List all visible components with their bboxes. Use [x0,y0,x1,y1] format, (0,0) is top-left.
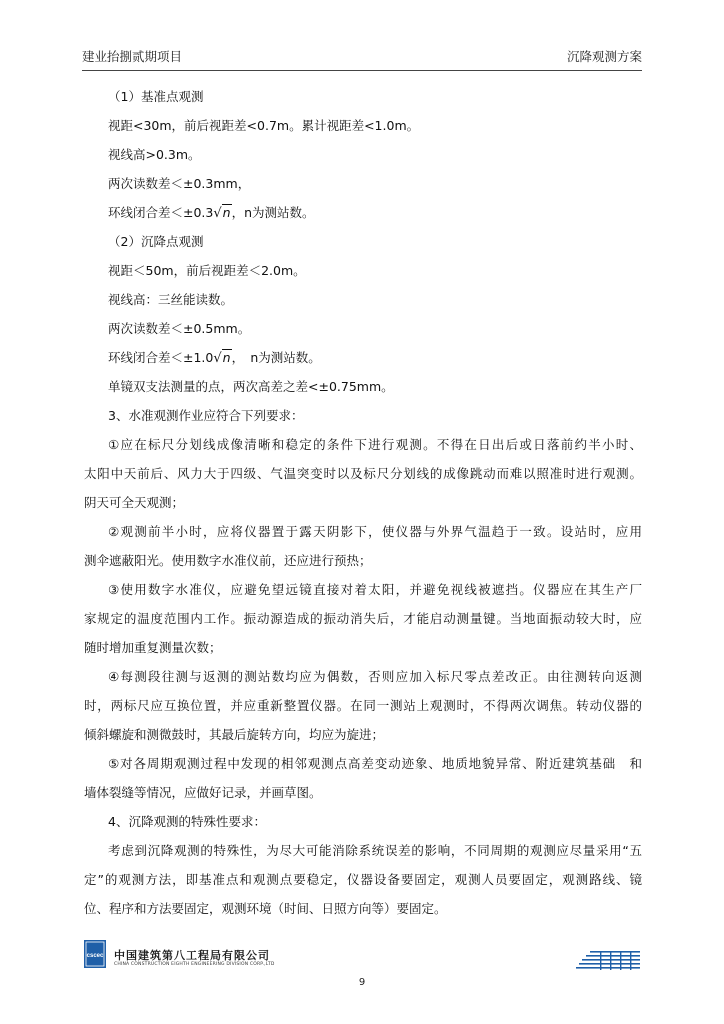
sqrt-symbol: √n [213,205,231,221]
sqrt-operand: n [222,350,231,365]
subheading-settlement: （2）沉降点观测 [108,234,204,249]
header-project-title: 建业抬捌贰期项目 [82,49,183,64]
paragraph-line: 考虑到沉降观测的特殊性，为尽大可能消除系统误差的影响，不同周期的观测应尽量采用“五 [108,843,642,858]
paragraph-line: ④每测段往测与返测的测站数均应为偶数，否则应加入标尺零点差改正。由往测转向返测 [108,669,642,684]
section-heading-3: 3、水准观测作业应符合下列要求： [108,408,304,423]
text-line: 两次读数差＜±0.5mm。 [108,321,251,336]
header-document-title: 沉降观测方案 [566,49,642,64]
text-span: ， n为测站数。 [231,350,321,365]
logo-text: cscec [86,953,104,959]
text-span: ，n为测站数。 [231,205,315,220]
company-name-en: CHINA CONSTRUCTION EIGHTH ENGINEERING DIVISION CORP.,LTD [114,962,275,967]
sqrt-symbol: √n [213,350,231,366]
text-span: 环线闭合差＜±1.0 [108,350,214,365]
text-line-formula [108,349,321,368]
text-line-formula [108,204,315,223]
paragraph-line: 阴天可全天观测； [84,495,185,510]
company-name-cn: 中国建筑第八工程局有限公司 [114,949,270,962]
text-line: 视距＜50m，前后视距差＜2.0m。 [108,263,306,278]
cscec-logo-icon [84,940,106,968]
text-span: 环线闭合差＜±0.3 [108,205,214,220]
paragraph-line: ①应在标尺分划线成像清晰和稳定的条件下进行观测。不得在日出后或日落前约半小时、 [108,437,642,452]
paragraph-line: ③使用数字水准仪，应避免望远镜直接对着太阳，并避免视线被遮挡。仪器应在其生产厂 [108,582,642,597]
paragraph-line: ⑤对各周期观测过程中发现的相邻观测点高差变动迹象、地质地貌异常、附近建筑基础 和 [108,756,642,771]
page-header [82,47,642,67]
section-heading-4: 4、沉降观测的特殊性要求： [108,814,266,829]
text-line: 视距<30m，前后视距差<0.7m。累计视距差<1.0m。 [108,118,420,133]
paragraph-line: 倾斜螺旋和测微鼓时，其最后旋转方向，均应为旋进； [84,727,385,742]
header-rule [82,70,642,71]
paragraph-line: 家规定的温度范围内工作。振动源造成的振动消失后，才能启动测量键。当地面振动较大时，应 [84,611,642,626]
paragraph-line: ②观测前半小时，应将仪器置于露天阴影下，使仪器与外界气温趋于一致。设站时，应用 [108,524,642,539]
paragraph-line: 测伞遮蔽阳光。使用数字水准仪前，还应进行预热； [84,553,372,568]
paragraph-line: 时，两标尺应互换位置，并应重新整置仪器。在同一测站上观测时，不得两次调焦。转动仪器的 [84,698,642,713]
paragraph-line: 太阳中天前后、风力大于四级、气温突变时以及标尺分划线的成像跳动而难以照准时进行观测。 [84,466,642,481]
text-line: 单镜双支法测量的点，两次高差之差<±0.75mm。 [108,379,394,394]
text-line: 两次读数差＜±0.3mm， [108,176,251,191]
page-number: 9 [358,977,366,988]
paragraph-line: 墙体裂缝等情况，应做好记录，并画草图。 [84,785,322,800]
building-lines-icon [576,950,642,972]
text-line: 视线高：三丝能读数。 [108,292,234,307]
text-line: 视线高>0.3m。 [108,147,201,162]
subheading-benchmark: （1）基准点观测 [108,89,204,104]
sqrt-operand: n [222,205,231,220]
paragraph-line: 位、程序和方法要固定，观测环境（时间、日照方向等）要固定。 [84,901,447,916]
paragraph-line: 随时增加重复测量次数； [84,640,222,655]
paragraph-line: 定”的观测方法，即基准点和观测点要稳定，仪器设备要固定，观测人员要固定，观测路线、镜 [84,872,642,887]
